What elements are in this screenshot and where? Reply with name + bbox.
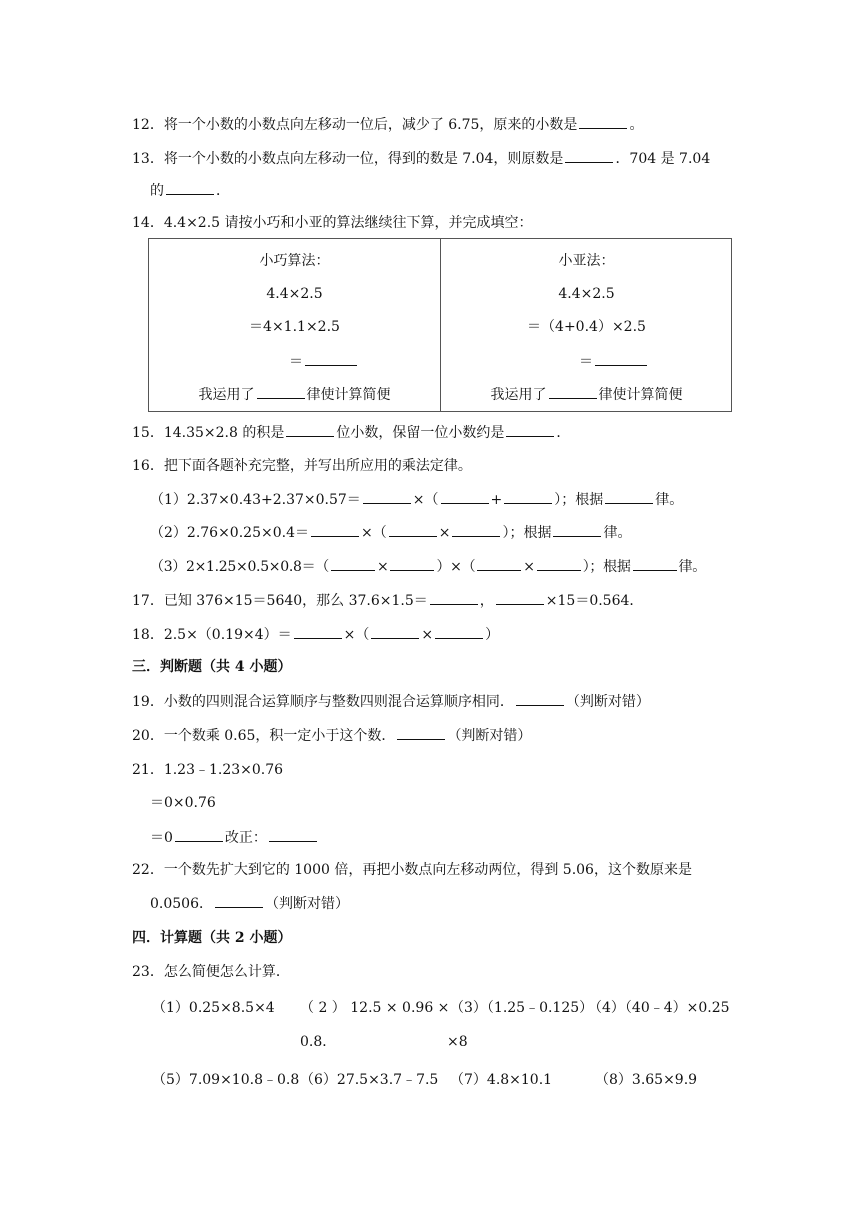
q16-1-e: 律。 — [655, 492, 684, 508]
q16-3-a: （3）2×1.25×0.5×0.8＝（ — [150, 559, 330, 575]
xiaoqiao-line4 — [149, 384, 440, 405]
answer-blank[interactable] — [389, 522, 437, 537]
answer-blank[interactable] — [435, 624, 483, 639]
q13-line1: 13．将一个小数的小数点向左移动一位，得到的数是 7.04，则原数是 — [132, 151, 564, 167]
answer-blank[interactable] — [579, 114, 627, 129]
question-12 — [132, 114, 643, 135]
xiaoya-column — [441, 239, 732, 411]
answer-blank[interactable] — [331, 556, 375, 571]
law-prefix: 我运用了 — [490, 387, 547, 403]
question-13-cont — [150, 180, 230, 201]
answer-blank[interactable] — [452, 522, 500, 537]
calc-item-4: （4）（40﹣4）×0.25 — [588, 1000, 730, 1016]
answer-blank[interactable] — [305, 351, 357, 366]
q22-judge: （判断对错） — [265, 896, 349, 912]
q13-line2: 的 — [150, 183, 164, 199]
q16-3-b: × — [377, 559, 389, 575]
q15-b: 位小数，保留一位小数约是 — [336, 425, 505, 441]
equals-sign: ＝ — [289, 354, 303, 370]
q18-d: ） — [485, 627, 500, 643]
answer-blank[interactable] — [553, 522, 601, 537]
calc-item-3: （3）（1.25﹣0.125） — [450, 1000, 594, 1016]
xiaoqiao-title: 小巧算法： — [259, 253, 330, 269]
calc-item-1: （1）0.25×8.5×4 — [152, 1000, 275, 1016]
q19-b: （判断对错） — [565, 694, 650, 710]
answer-blank[interactable] — [504, 489, 552, 504]
answer-blank[interactable] — [269, 827, 317, 842]
law-suffix: 律使计算简便 — [598, 387, 683, 403]
calc-item-7: （7）4.8×10.1 — [450, 1072, 553, 1088]
answer-blank[interactable] — [166, 180, 214, 195]
answer-blank[interactable] — [286, 422, 334, 437]
q16-2-b: ×（ — [360, 525, 387, 541]
q16-1-d: ）；根据 — [554, 492, 604, 508]
answer-blank[interactable] — [257, 384, 305, 399]
answer-blank[interactable] — [537, 556, 581, 571]
q15-a: 15．14.35×2.8 的积是 — [132, 425, 285, 441]
section-4-heading: 四．计算题（共 2 小题） — [132, 930, 292, 946]
q17-a: 17．已知 376×15＝5640，那么 37.6×1.5＝ — [132, 593, 428, 609]
xiaoya-title: 小亚法： — [558, 253, 615, 269]
q16-2-e: 律。 — [603, 525, 632, 541]
answer-blank[interactable] — [371, 624, 419, 639]
answer-blank[interactable] — [477, 556, 521, 571]
q21-result: ＝0 — [150, 830, 173, 846]
question-18 — [132, 624, 499, 645]
answer-blank[interactable] — [605, 489, 653, 504]
answer-blank[interactable] — [441, 489, 489, 504]
q16-3-c: ）×（ — [436, 559, 476, 575]
answer-blank[interactable] — [215, 893, 263, 908]
calc-item-2: （ 2 ） 12.5 × 0.96 × — [300, 1000, 450, 1016]
q15-c: ． — [556, 425, 571, 441]
q16-1-c: + — [490, 492, 503, 508]
q16-3-f: 律。 — [678, 559, 706, 575]
question-19 — [132, 691, 650, 712]
question-21-line1: 21．1.23﹣1.23×0.76 — [132, 762, 284, 778]
xiaoya-line3 — [579, 351, 649, 372]
question-15 — [132, 422, 570, 443]
question-13 — [132, 148, 710, 169]
q18-a: 18．2.5×（0.19×4）＝ — [132, 627, 292, 643]
q22-value: 0.0506． — [150, 896, 213, 912]
xiaoqiao-line3 — [289, 351, 359, 372]
answer-blank[interactable] — [565, 148, 613, 163]
equals-sign: ＝ — [579, 354, 593, 370]
xiaoqiao-line1: 4.4×2.5 — [266, 286, 323, 302]
q16-1-a: （1）2.37×0.43+2.37×0.57＝ — [150, 492, 361, 508]
calc-item-3-cont: ×8 — [447, 1034, 468, 1050]
answer-blank[interactable] — [496, 590, 544, 605]
answer-blank[interactable] — [516, 691, 564, 706]
q16-1-b: ×（ — [412, 492, 439, 508]
answer-blank[interactable] — [506, 422, 554, 437]
q12-text: 12．将一个小数的小数点向左移动一位后，减少了 6.75，原来的小数是 — [132, 117, 578, 133]
answer-blank[interactable] — [294, 624, 342, 639]
calc-item-2-cont: 0.8． — [300, 1034, 337, 1050]
answer-blank[interactable] — [311, 522, 359, 537]
section-3-heading: 三．判断题（共 4 小题） — [132, 659, 292, 675]
q21-correction-label: 改正： — [224, 830, 267, 846]
xiaoqiao-column — [149, 239, 441, 411]
q16-3-e: ）；根据 — [582, 559, 631, 575]
q18-b: ×（ — [343, 627, 370, 643]
question-21-line2: ＝0×0.76 — [150, 795, 216, 811]
question-22-line1: 22．一个数先扩大到它的 1000 倍，再把小数点向左移动两位，得到 5.06，这个数原来是 — [132, 862, 692, 878]
question-16-3 — [150, 556, 706, 577]
calc-item-8: （8）3.65×9.9 — [595, 1072, 698, 1088]
calc-item-5: （5）7.09×10.8﹣0.8 — [152, 1072, 300, 1088]
question-16-stem: 16．把下面各题补充完整，并写出所应用的乘法定律。 — [132, 458, 472, 474]
question-23-stem: 23．怎么简便怎么计算． — [132, 964, 290, 980]
calc-item-6: （6）27.5×3.7﹣7.5 — [300, 1072, 439, 1088]
question-17 — [132, 590, 643, 611]
xiaoqiao-line2: ＝4×1.1×2.5 — [249, 319, 340, 335]
q18-c: × — [421, 627, 434, 643]
question-22-line2 — [150, 893, 349, 914]
question-14-stem: 14．4.4×2.5 请按小巧和小亚的算法继续往下算，并完成填空： — [132, 215, 533, 231]
answer-blank[interactable] — [430, 590, 478, 605]
q13-tail: ． — [216, 183, 230, 199]
xiaoya-line2: ＝（4+0.4）×2.5 — [527, 319, 646, 335]
answer-blank[interactable] — [595, 351, 647, 366]
q16-2-a: （2）2.76×0.25×0.4＝ — [150, 525, 309, 541]
q16-2-d: ）；根据 — [502, 525, 552, 541]
question-20 — [132, 725, 531, 746]
xiaoya-line1: 4.4×2.5 — [558, 286, 615, 302]
answer-blank[interactable] — [363, 489, 411, 504]
question-21-line3 — [150, 827, 319, 848]
answer-blank[interactable] — [633, 556, 677, 571]
answer-blank[interactable] — [175, 827, 223, 842]
law-prefix: 我运用了 — [198, 387, 255, 403]
xiaoya-line4 — [441, 384, 732, 405]
q17-b: ， — [479, 593, 494, 609]
q13-mid: ．704 是 7.04 — [615, 151, 711, 167]
answer-blank[interactable] — [397, 725, 445, 740]
q19-a: 19．小数的四则混合运算顺序与整数四则混合运算顺序相同． — [132, 694, 514, 710]
algorithm-table — [148, 238, 732, 412]
question-16-1 — [150, 489, 683, 510]
question-16-2 — [150, 522, 631, 543]
q17-c: ×15＝0.564． — [545, 593, 644, 609]
answer-blank[interactable] — [390, 556, 434, 571]
answer-blank[interactable] — [549, 384, 597, 399]
law-suffix: 律使计算简便 — [306, 387, 391, 403]
q16-3-d: × — [523, 559, 535, 575]
q12-tail: 。 — [629, 117, 644, 133]
q16-2-c: × — [438, 525, 451, 541]
q20-b: （判断对错） — [447, 728, 532, 744]
q20-a: 20．一个数乘 0.65，积一定小于这个数． — [132, 728, 396, 744]
